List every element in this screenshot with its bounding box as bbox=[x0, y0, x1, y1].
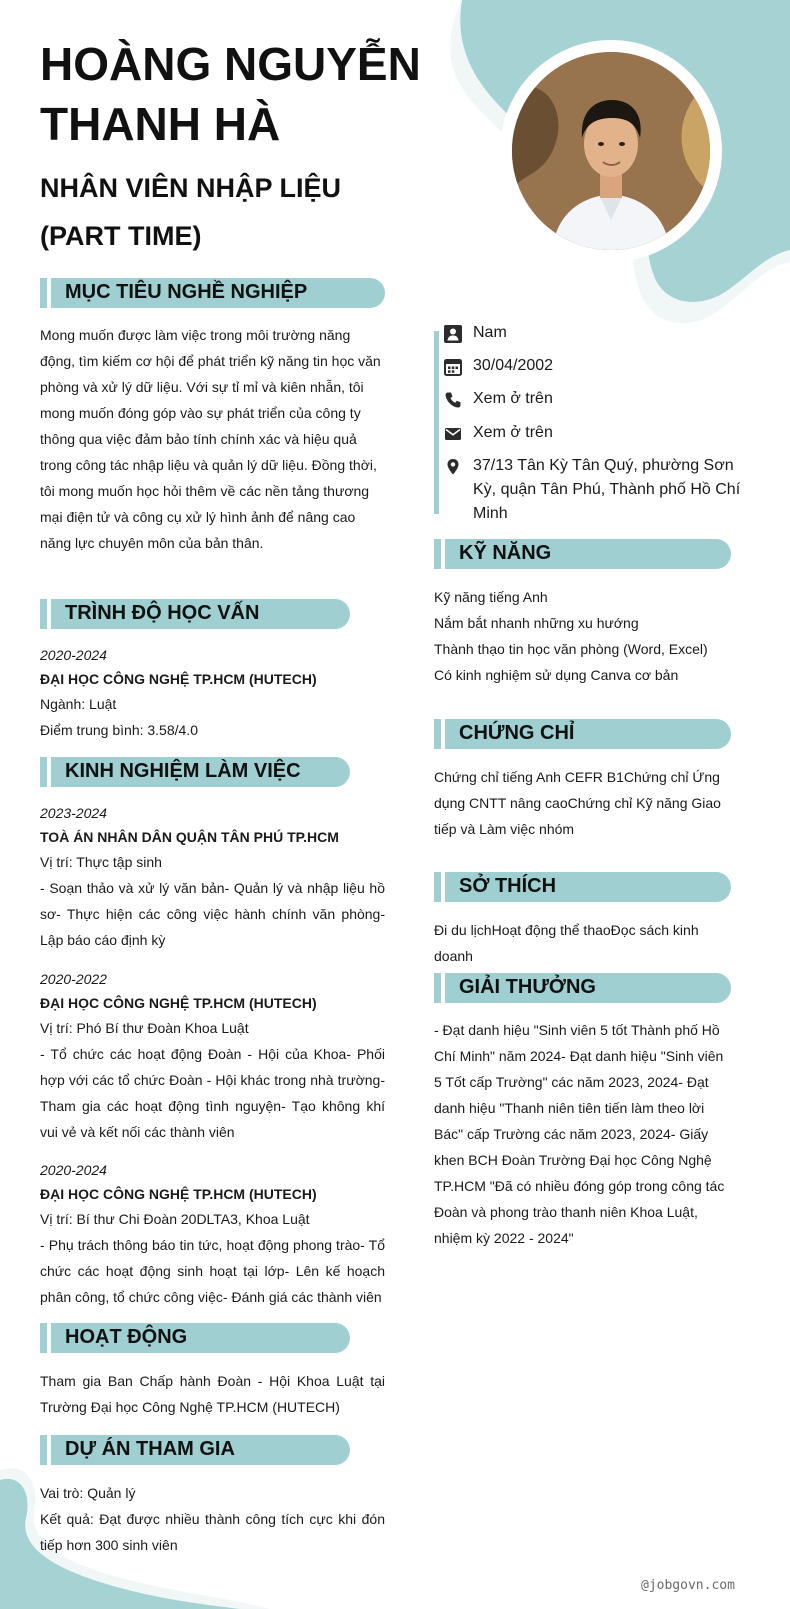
location-pin-icon bbox=[444, 458, 462, 476]
skills-heading: KỸ NĂNG bbox=[434, 539, 731, 569]
experience-org: TOÀ ÁN NHÂN DÂN QUẬN TÂN PHÚ TP.HCM bbox=[40, 829, 339, 845]
name-line-1: HOÀNG NGUYỄN bbox=[40, 38, 421, 90]
contact-address bbox=[444, 454, 744, 526]
projects-heading: DỰ ÁN THAM GIA bbox=[40, 1435, 350, 1465]
awards-heading: GIẢI THƯỞNG bbox=[434, 973, 731, 1003]
experience-position: Vị trí: Bí thư Chi Đoàn 20DLTA3, Khoa Luật bbox=[40, 1211, 310, 1227]
experience-year: 2020-2024 bbox=[40, 1162, 107, 1178]
birthday-value: 30/04/2002 bbox=[473, 357, 554, 374]
job-title bbox=[40, 164, 420, 260]
job-title-line-1: NHÂN VIÊN NHẬP LIỆU bbox=[40, 173, 342, 203]
experience-position: Vị trí: Thực tập sinh bbox=[40, 854, 162, 870]
education-gpa: Điểm trung bình: 3.58/4.0 bbox=[40, 722, 198, 738]
career-goal-text: Mong muốn được làm việc trong môi trường năng động, tìm kiếm cơ hội để phát triển kỹ năng tin học văn phòng và xử lý dữ liệu. Với sự tỉ mỉ và kiên nhẫn, tôi mong muốn đóng góp vào sự phát triển của công ty thông qua việc đảm bảo tính chính xác và hiệu quả trong công tác nhập liệu và quản lý dữ liệu. Đồng thời, tôi mong muốn học hỏi thêm về các nền tảng thương mại điện tử và công cụ xử lý hình ảnh để nâng cao năng lực chuyên môn của bản thân. bbox=[40, 327, 381, 551]
person-icon bbox=[444, 325, 462, 343]
education-heading: TRÌNH ĐỘ HỌC VẤN bbox=[40, 599, 350, 629]
activities-text: Tham gia Ban Chấp hành Đoàn - Hội Khoa Luật tại Trường Đại học Công Nghệ TP.HCM (HUTECH) bbox=[40, 1373, 385, 1415]
contact-birthday bbox=[444, 354, 553, 378]
contact-email bbox=[444, 421, 553, 445]
awards-text: - Đạt danh hiệu "Sinh viên 5 tốt Thành phố Hồ Chí Minh" năm 2024- Đạt danh hiệu "Sinh viên 5 Tốt cấp Trường" các năm 2023, 2024- Đạt danh hiệu "Thanh niên tiên tiến làm theo lời Bác" cấp Trường các năm 2023, 2024- Giấy khen BCH Đoàn Trường Đại học Công Nghệ TP.HCM "Đã có nhiều đóng góp trong công tác Đoàn và phong trào thanh niên Khoa Luật, nhiệm kỳ 2022 - 2024" bbox=[434, 1022, 725, 1246]
experience-org: ĐẠI HỌC CÔNG NGHỆ TP.HCM (HUTECH) bbox=[40, 1186, 317, 1202]
address-value: 37/13 Tân Kỳ Tân Quý, phường Sơn Kỳ, quận Tân Phú, Thành phố Hồ Chí Minh bbox=[473, 457, 741, 522]
skills-list bbox=[434, 584, 734, 688]
project-role: Vai trò: Quản lý bbox=[40, 1485, 136, 1501]
hobbies-text: Đi du lịchHoạt động thể thaoĐọc sách kinh doanh bbox=[434, 922, 699, 964]
avatar bbox=[512, 52, 710, 250]
experience-description: - Phụ trách thông báo tin tức, hoạt động phong trào- Tổ chức các hoạt động sinh hoạt tại lớp- Lên kế hoạch phân công, tổ chức công việc- Đánh giá các thành viên bbox=[40, 1237, 385, 1305]
experience-position: Vị trí: Phó Bí thư Đoàn Khoa Luật bbox=[40, 1020, 249, 1036]
calendar-icon bbox=[444, 358, 462, 376]
education-year: 2020-2024 bbox=[40, 647, 107, 663]
email-value: Xem ở trên bbox=[473, 424, 553, 441]
education-entry bbox=[40, 643, 385, 743]
experience-item bbox=[40, 967, 385, 1145]
skill-item: Có kinh nghiệm sử dụng Canva cơ bản bbox=[434, 667, 679, 683]
education-major: Ngành: Luật bbox=[40, 696, 117, 712]
experience-description: - Soạn thảo và xử lý văn bản- Quản lý và nhập liệu hồ sơ- Thực hiện các công việc hành chính văn phòng- Lập báo cáo định kỳ bbox=[40, 880, 385, 948]
contact-gender bbox=[444, 321, 507, 345]
experience-item bbox=[40, 1158, 385, 1310]
education-school: ĐẠI HỌC CÔNG NGHỆ TP.HCM (HUTECH) bbox=[40, 671, 317, 687]
skill-item: Nắm bắt nhanh những xu hướng bbox=[434, 615, 639, 631]
gender-value: Nam bbox=[473, 324, 507, 341]
experience-heading: KINH NGHIỆM LÀM VIỆC bbox=[40, 757, 350, 787]
career-goal-heading: MỤC TIÊU NGHỀ NGHIỆP bbox=[40, 278, 385, 308]
hobbies-heading: SỞ THÍCH bbox=[434, 872, 731, 902]
watermark-text: @jobgovn.com bbox=[641, 1578, 735, 1593]
experience-year: 2020-2022 bbox=[40, 971, 107, 987]
activities-heading: HOẠT ĐỘNG bbox=[40, 1323, 350, 1353]
experience-year: 2023-2024 bbox=[40, 805, 107, 821]
candidate-name bbox=[40, 34, 440, 154]
phone-value: Xem ở trên bbox=[473, 390, 553, 407]
experience-org: ĐẠI HỌC CÔNG NGHỆ TP.HCM (HUTECH) bbox=[40, 995, 317, 1011]
job-title-line-2: (PART TIME) bbox=[40, 221, 202, 251]
name-line-2: THANH HÀ bbox=[40, 98, 281, 150]
contact-phone bbox=[444, 387, 553, 411]
mail-icon bbox=[444, 425, 462, 443]
skill-item: Kỹ năng tiếng Anh bbox=[434, 589, 548, 605]
certificates-text: Chứng chỉ tiếng Anh CEFR B1Chứng chỉ Ứng dụng CNTT nâng caoChứng chỉ Kỹ năng Giao tiếp và Làm việc nhóm bbox=[434, 769, 721, 837]
certificates-heading: CHỨNG CHỈ bbox=[434, 719, 731, 749]
experience-description: - Tổ chức các hoạt động Đoàn - Hội của Khoa- Phối hợp với các tổ chức Đoàn - Hội khác trong nhà trường- Tham gia các hoạt động tình nguyện- Tạo không khí vui vẻ và kết nối các thành viên bbox=[40, 1046, 385, 1140]
projects-entry bbox=[40, 1480, 385, 1558]
contact-accent-bar bbox=[434, 331, 439, 514]
project-result: Kết quả: Đạt được nhiều thành công tích cực khi đón tiếp hơn 300 sinh viên bbox=[40, 1511, 385, 1553]
avatar-illustration bbox=[512, 52, 710, 250]
experience-item bbox=[40, 801, 385, 953]
phone-icon bbox=[444, 391, 462, 409]
skill-item: Thành thạo tin học văn phòng (Word, Excel) bbox=[434, 641, 708, 657]
